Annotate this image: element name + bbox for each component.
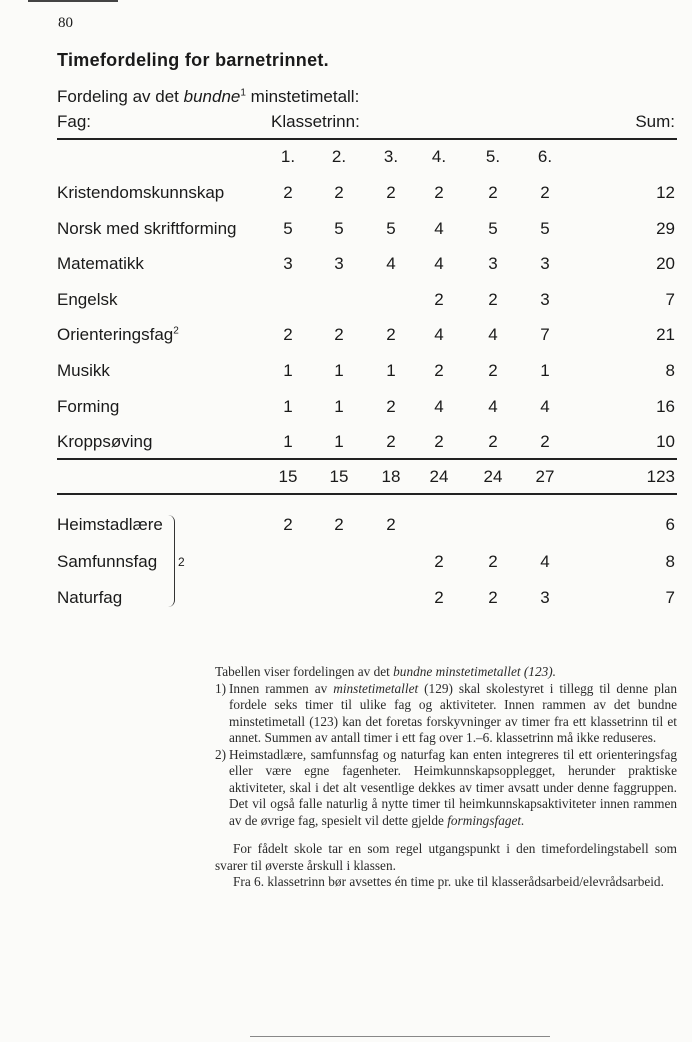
grand-total: 123 bbox=[646, 467, 675, 486]
table-cell: 4 bbox=[434, 325, 444, 344]
table-cell: 2 bbox=[488, 552, 498, 571]
table-cell: 4 bbox=[434, 254, 444, 273]
table-cell: 2 bbox=[283, 325, 293, 344]
table-cell: 5 bbox=[488, 219, 498, 238]
table-cell: 5 bbox=[334, 219, 344, 238]
table-cell: 2 bbox=[334, 515, 344, 534]
row-sum: 16 bbox=[656, 397, 675, 416]
table-cell: 3 bbox=[540, 588, 550, 607]
table-cell: 2 bbox=[283, 183, 293, 202]
header-fag: Fag: bbox=[57, 112, 92, 131]
subject-label: Engelsk bbox=[57, 290, 118, 309]
table-cell: 2 bbox=[386, 397, 396, 416]
table-cell: 2 bbox=[434, 361, 444, 380]
table-cell: 2 bbox=[334, 183, 344, 202]
table-cell: 1 bbox=[386, 361, 396, 380]
table-cell: 2 bbox=[488, 290, 498, 309]
table-cell: 2 bbox=[488, 183, 498, 202]
row-sum: 21 bbox=[656, 325, 675, 344]
row-sum: 8 bbox=[665, 361, 675, 380]
table-cell: 2 bbox=[386, 432, 396, 451]
table-cell: 4 bbox=[386, 254, 396, 273]
grade-header: 6. bbox=[537, 147, 553, 166]
row-sum: 6 bbox=[665, 515, 675, 534]
table-cell: 2 bbox=[434, 183, 444, 202]
notes bbox=[215, 664, 677, 891]
table-cell: 2 bbox=[434, 588, 444, 607]
table-cell: 4 bbox=[434, 397, 444, 416]
table-subtitle: Fordeling av det bundne$^1$ minstetimetall: bbox=[57, 87, 360, 106]
subject-label: Matematikk bbox=[57, 254, 144, 273]
subject-label: Forming bbox=[57, 397, 120, 416]
header-klassetrinn: Klassetrinn: bbox=[271, 112, 360, 131]
header-sum: Sum: bbox=[635, 112, 675, 131]
group-subject-label: Samfunnsfag bbox=[57, 552, 158, 571]
table-cell: 3 bbox=[334, 254, 344, 273]
subject-label: Orienteringsfag$^2$ bbox=[57, 325, 179, 344]
subject-label: Musikk bbox=[57, 361, 110, 380]
table-cell: 5 bbox=[540, 219, 550, 238]
group-footnote-ref: 2 bbox=[178, 555, 185, 569]
table-cell: 3 bbox=[540, 290, 550, 309]
subject-label: Norsk med skriftforming bbox=[57, 219, 237, 238]
group-subject-label: Heimstadlære bbox=[57, 515, 163, 534]
table-cell: 2 bbox=[488, 361, 498, 380]
page-title: Timefordeling for barnetrinnet. bbox=[57, 50, 329, 70]
grade-header: 4. bbox=[431, 147, 447, 166]
table-cell: 5 bbox=[386, 219, 396, 238]
table-cell: 7 bbox=[540, 325, 550, 344]
totals-bottom-rule bbox=[57, 493, 677, 495]
table-cell: 3 bbox=[488, 254, 498, 273]
table-cell: 2 bbox=[540, 183, 550, 202]
grade-header: 1. bbox=[280, 147, 296, 166]
table-cell: 4 bbox=[540, 552, 550, 571]
row-sum: 10 bbox=[656, 432, 675, 451]
total-cell: 15 bbox=[278, 467, 298, 486]
table-cell: 4 bbox=[434, 219, 444, 238]
header-rule bbox=[57, 138, 677, 140]
total-cell: 27 bbox=[535, 467, 555, 486]
table-cell: 1 bbox=[540, 361, 550, 380]
table-cell: 4 bbox=[488, 325, 498, 344]
paragraph-fadelt: For fådelt skole tar en som regel utgangspunkt i den timefordelingstabell som svarer til øverste årskull i klassen. bbox=[215, 841, 677, 873]
page-number: 80 bbox=[58, 15, 73, 31]
row-sum: 20 bbox=[656, 254, 675, 273]
footnote-2: 2) Heimstadlære, samfunnsfag og naturfag kan enten integreres til ett orienteringsfag eller være egne fagenheter. Heimkunnskapsopplegget, herunder praktiske aktiviteter, skal i det alt vesentlige dekkes av timer avsatt under denne faggruppen. Det vil også falle naturlig å nytte timer til heimkunnskapsaktiviteter innen rammen av de øvrige fag, spesielt vil dette gjelde formingsfaget. bbox=[215, 746, 677, 828]
group-subject-label: Naturfag bbox=[57, 588, 123, 607]
table-cell: 2 bbox=[488, 588, 498, 607]
group-brace bbox=[168, 515, 175, 607]
totals-top-rule bbox=[57, 458, 677, 460]
table-cell: 2 bbox=[488, 432, 498, 451]
table-cell: 1 bbox=[283, 397, 293, 416]
table-cell: 2 bbox=[334, 325, 344, 344]
table-cell: 2 bbox=[283, 515, 293, 534]
table-cell: 2 bbox=[434, 552, 444, 571]
table-cell: 2 bbox=[386, 183, 396, 202]
notes-intro: Tabellen viser fordelingen av det bundne minstetimetallet (123). bbox=[215, 664, 556, 679]
subject-label: Kristendomskunnskap bbox=[57, 183, 225, 202]
table-cell: 2 bbox=[386, 325, 396, 344]
subject-label: Kroppsøving bbox=[57, 432, 153, 451]
paragraph-klasserad: Fra 6. klassetrinn bør avsettes én time pr. uke til klasserådsarbeid/elevrådsarbeid. bbox=[233, 874, 664, 889]
total-cell: 15 bbox=[329, 467, 349, 486]
row-sum: 7 bbox=[665, 588, 675, 607]
row-sum: 8 bbox=[665, 552, 675, 571]
table-cell: 2 bbox=[540, 432, 550, 451]
row-sum: 12 bbox=[656, 183, 675, 202]
bottom-edge-line bbox=[250, 1036, 550, 1037]
table-cell: 2 bbox=[434, 432, 444, 451]
table-cell: 1 bbox=[334, 397, 344, 416]
table-cell: 1 bbox=[283, 432, 293, 451]
table-cell: 5 bbox=[283, 219, 293, 238]
table-cell: 1 bbox=[334, 432, 344, 451]
total-cell: 18 bbox=[381, 467, 401, 486]
table-cell: 3 bbox=[540, 254, 550, 273]
table-cell: 1 bbox=[334, 361, 344, 380]
grade-header: 5. bbox=[485, 147, 501, 166]
total-cell: 24 bbox=[429, 467, 449, 486]
table-cell: 4 bbox=[488, 397, 498, 416]
table-cell: 3 bbox=[283, 254, 293, 273]
top-edge-line bbox=[28, 0, 118, 2]
table-cell: 2 bbox=[386, 515, 396, 534]
row-sum: 29 bbox=[656, 219, 675, 238]
table-cell: 4 bbox=[540, 397, 550, 416]
footnote-1: 1) Innen rammen av minstetimetallet (129) skal skolestyret i tillegg til denne plan fordele seks timer til ulike fag og aktiviteter. Innen rammen av det bundne minstetimetall (123) kan det foretas forskyvninger av timer fra ett klassetrinn til et annet. Summen av antall timer i ett fag over 1.–6. klassetrinn må ikke reduseres. bbox=[215, 680, 677, 745]
table-cell: 2 bbox=[434, 290, 444, 309]
table-cell: 1 bbox=[283, 361, 293, 380]
row-sum: 7 bbox=[665, 290, 675, 309]
total-cell: 24 bbox=[483, 467, 503, 486]
grade-header: 2. bbox=[331, 147, 347, 166]
grade-header: 3. bbox=[383, 147, 399, 166]
